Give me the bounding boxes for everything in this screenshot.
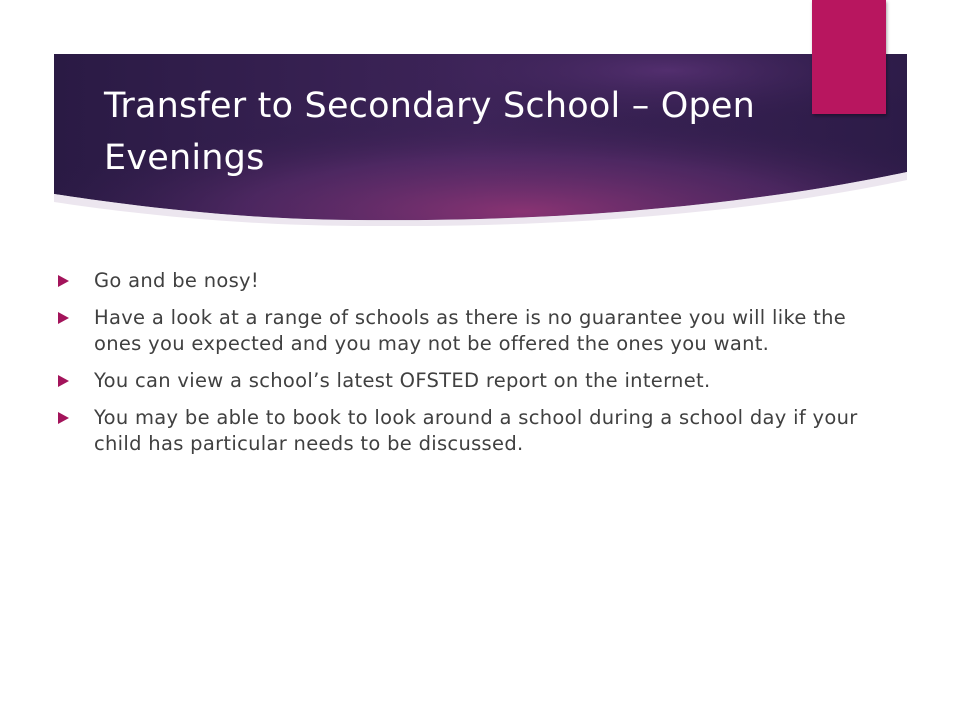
bullet-item — [56, 368, 886, 394]
bullet-item — [56, 405, 886, 457]
bullet-text: Have a look at a range of schools as there is no guarantee you will like the ones you expected and you may not be offered the ones you want. — [94, 306, 847, 355]
triangle-bullet-icon — [58, 312, 69, 324]
triangle-bullet-icon — [58, 412, 69, 424]
triangle-bullet-icon — [58, 375, 69, 387]
bullet-text: You may be able to book to look around a school during a school day if your child has particular needs to be discussed. — [94, 406, 858, 455]
bullet-text: You can view a school’s latest OFSTED report on the internet. — [94, 369, 711, 392]
accent-block — [812, 0, 886, 114]
slide-title: Transfer to Secondary School – Open Evenings — [104, 86, 756, 178]
triangle-bullet-icon — [58, 275, 69, 287]
bullet-item — [56, 268, 886, 294]
bullet-list — [56, 268, 886, 468]
bullet-item — [56, 305, 886, 357]
bullet-text: Go and be nosy! — [94, 269, 260, 292]
